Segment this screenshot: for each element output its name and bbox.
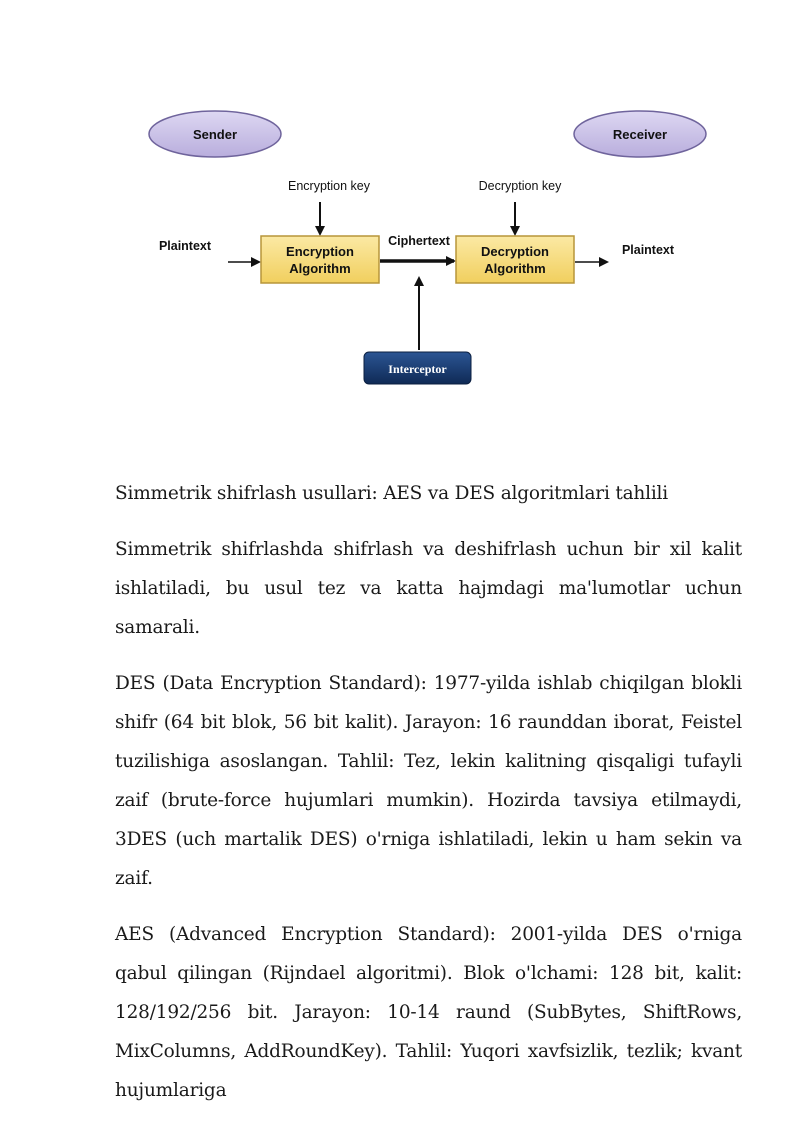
section-heading: Simmetrik shifrlash usullari: AES va DES algoritmlari tahlili xyxy=(115,483,668,504)
paragraph-des: DES (Data Encryption Standard): 1977-yilda ishlab chiqilgan blokli shifr (64 bit blok, 56 bit kalit). Jarayon: 16 raunddan iborat, Feistel tuzilishiga asoslangan. Tahlil: Tez, lekin kalitning qisqaligi tufayli zaif (brute-force hujumlari mumkin). Hozirda tavsiya etilmaydi, 3DES (uch martalik DES) o'rniga ishlatiladi, lekin u ham sekin va zaif. xyxy=(115,673,742,889)
plaintext-out-label: Plaintext xyxy=(621,243,675,257)
encryption-key-label: Encryption key xyxy=(288,179,370,193)
decryption-box-line1: Decryption xyxy=(481,244,549,259)
encryption-box-line2: Algorithm xyxy=(289,261,351,276)
sender-label: Sender xyxy=(192,127,238,142)
receiver-label: Receiver xyxy=(612,127,668,142)
diagram-svg xyxy=(0,0,800,430)
plaintext-in-label: Plaintext xyxy=(158,239,212,253)
ciphertext-label: Ciphertext xyxy=(388,234,450,248)
decryption-key-label: Decryption key xyxy=(478,179,562,193)
paragraph-aes: AES (Advanced Encryption Standard): 2001-yilda DES o'rniga qabul qilingan (Rijndael algoritmi). Blok o'lchami: 128 bit, kalit: 128/192/256 bit. Jarayon: 10-14 raund (SubBytes, ShiftRows, MixColumns, AddRoundKey). Tahlil: Yuqori xavfsizlik, tezlik; kvant hujumlariga xyxy=(115,924,742,1101)
document-body xyxy=(115,474,742,1127)
paragraph-intro: Simmetrik shifrlashda shifrlash va deshifrlash uchun bir xil kalit ishlatiladi, bu usul tez va katta hajmdagi ma'lumotlar uchun samarali. xyxy=(115,539,742,638)
decryption-box-line2: Algorithm xyxy=(484,261,546,276)
interceptor-label: Interceptor xyxy=(388,362,447,376)
encryption-diagram xyxy=(0,0,800,430)
encryption-box-line1: Encryption xyxy=(286,244,354,259)
